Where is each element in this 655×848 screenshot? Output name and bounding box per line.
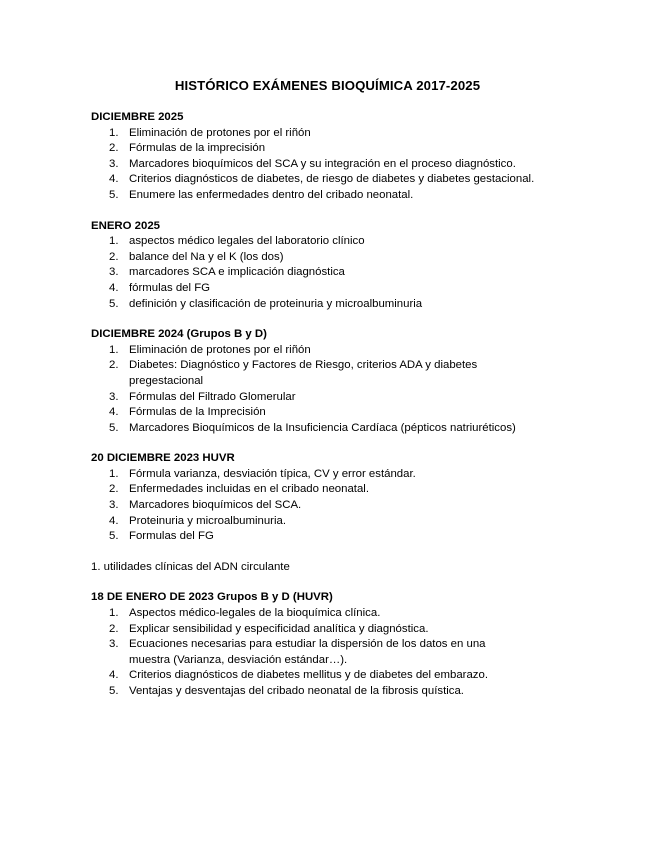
question-list — [91, 606, 611, 700]
question-text: Marcadores Bioquímicos de la Insuficiencia Cardíaca (pépticos natriuréticos) — [129, 421, 516, 434]
section-heading: DICIEMBRE 2025 — [91, 111, 184, 123]
question-item — [91, 141, 611, 157]
question-number: 4. — [109, 406, 119, 419]
question-text: marcadores SCA e implicación diagnóstica — [129, 266, 345, 279]
question-item — [91, 157, 611, 173]
question-number: 3. — [109, 499, 119, 512]
question-item — [91, 390, 611, 406]
document-body — [91, 110, 611, 715]
exam-section-ene-2025 — [91, 219, 611, 313]
question-text: Diabetes: Diagnóstico y Factores de Riesgo, criterios ADA y diabetes pregestacional — [129, 359, 478, 387]
question-text: Eliminación de protones por el riñón — [129, 126, 311, 139]
question-number: 5. — [109, 685, 119, 697]
question-number: 1. — [109, 607, 119, 620]
question-number: 5. — [109, 188, 119, 201]
question-number: 3. — [109, 390, 119, 403]
question-number: 1. — [109, 235, 119, 248]
question-text: definición y clasificación de proteinuria y microalbuminuria — [129, 297, 423, 310]
question-text: Eliminación de protones por el riñón — [129, 343, 311, 356]
question-item — [91, 482, 611, 498]
question-text: Criterios diagnósticos de diabetes mellitus y de diabetes del embarazo. — [129, 669, 488, 682]
question-text: Formulas del FG — [129, 530, 214, 543]
question-number: 2. — [109, 142, 119, 155]
document-title: HISTÓRICO EXÁMENES BIOQUÍMICA 2017-2025 — [174, 78, 481, 93]
question-item — [91, 126, 611, 142]
question-item — [91, 405, 611, 421]
question-number: 3. — [109, 266, 119, 279]
loose-note — [91, 560, 611, 576]
question-item — [91, 684, 611, 700]
exam-section-dic-2023 — [91, 451, 611, 545]
question-number: 4. — [109, 173, 119, 186]
section-heading: 18 DE ENERO DE 2023 Grupos B y D (HUVR) — [91, 591, 333, 604]
question-item — [91, 467, 611, 483]
question-number: 2. — [109, 359, 119, 372]
question-text: Fórmula varianza, desviación típica, CV y error estándar. — [129, 467, 416, 480]
question-list — [91, 126, 611, 204]
question-number: 3. — [109, 157, 119, 170]
question-item — [91, 250, 611, 266]
exam-section-dic-2024 — [91, 327, 611, 436]
question-text: Proteinuria y microalbuminuria. — [129, 514, 286, 527]
question-text: Enfermedades incluidas en el cribado neonatal. — [129, 483, 369, 496]
question-text: Marcadores bioquímicos del SCA. — [129, 499, 302, 512]
question-text: aspectos médico legales del laboratorio clínico — [129, 235, 365, 248]
question-number: 4. — [109, 514, 119, 527]
question-item — [91, 606, 611, 622]
question-number: 1. — [109, 126, 119, 139]
question-list — [91, 343, 611, 437]
question-item — [91, 529, 611, 545]
question-number: 4. — [109, 669, 119, 682]
question-item — [91, 514, 611, 530]
question-item — [91, 297, 611, 313]
question-number: 5. — [109, 297, 119, 310]
question-item — [91, 622, 611, 638]
question-item — [91, 498, 611, 514]
question-list — [91, 467, 611, 545]
question-text: Fórmulas de la imprecisión — [129, 142, 266, 155]
question-number: 2. — [109, 250, 119, 263]
question-text: Ventajas y desventajas del cribado neonatal de la fibrosis quística. — [129, 685, 464, 697]
question-number: 5. — [109, 421, 119, 434]
question-number: 1. — [109, 467, 119, 480]
exam-section-ene-2023 — [91, 590, 611, 699]
question-item — [91, 343, 611, 359]
exam-section-dic-2025 — [91, 110, 611, 204]
question-text: Explicar sensibilidad y especificidad analítica y diagnóstica. — [129, 622, 429, 635]
question-text: Ecuaciones necesarias para estudiar la dispersión de los datos en una muestra (Varianza, desviación estándar…). — [129, 638, 486, 666]
question-item — [91, 234, 611, 250]
question-item — [91, 421, 611, 437]
loose-note-text: 1. utilidades clínicas del ADN circulante — [91, 560, 290, 573]
question-list — [91, 234, 611, 312]
question-text: Fórmulas del Filtrado Glomerular — [129, 390, 296, 403]
section-heading: ENERO 2025 — [91, 219, 161, 232]
question-text: Marcadores bioquímicos del SCA y su integración en el proceso diagnóstico. — [129, 157, 516, 170]
section-heading: 20 DICIEMBRE 2023 HUVR — [91, 452, 235, 465]
question-item — [91, 265, 611, 281]
question-item — [91, 281, 611, 297]
question-number: 5. — [109, 530, 119, 543]
question-number: 4. — [109, 281, 119, 294]
question-item — [91, 172, 611, 188]
question-text: Fórmulas de la Imprecisión — [129, 406, 266, 419]
question-item — [91, 188, 611, 204]
question-text: Aspectos médico-legales de la bioquímica clínica. — [129, 607, 381, 620]
question-number: 3. — [109, 638, 119, 651]
section-heading: DICIEMBRE 2024 (Grupos B y D) — [91, 328, 267, 341]
question-item — [91, 637, 611, 668]
question-number: 1. — [109, 343, 119, 356]
question-text: balance del Na y el K (los dos) — [129, 250, 284, 263]
question-text: Criterios diagnósticos de diabetes, de riesgo de diabetes y diabetes gestacional. — [129, 173, 535, 186]
question-number: 2. — [109, 483, 119, 496]
question-text: Enumere las enfermedades dentro del cribado neonatal. — [129, 188, 414, 201]
question-text: fórmulas del FG — [129, 281, 211, 294]
question-number: 2. — [109, 622, 119, 635]
question-item — [91, 668, 611, 684]
question-item — [91, 358, 611, 389]
